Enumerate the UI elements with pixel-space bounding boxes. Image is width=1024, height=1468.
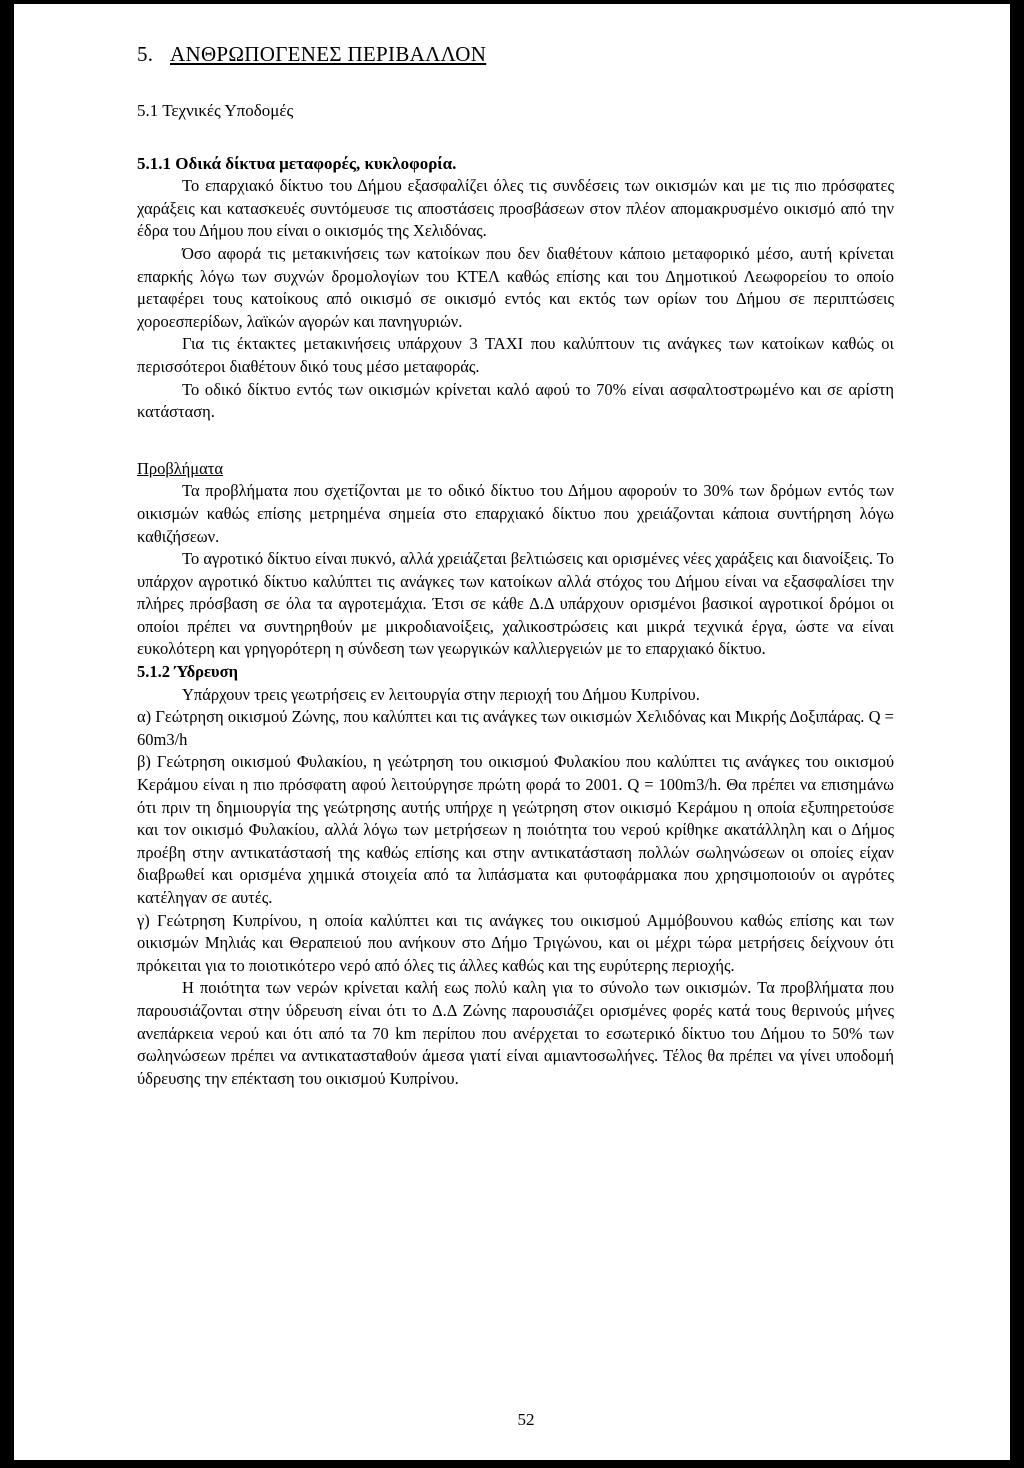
section-title-5-1: 5.1 Τεχνικές Υποδομές — [137, 101, 294, 120]
section-title-5-1-1: 5.1.1 Οδικά δίκτυα μεταφορές, κυκλοφορία. — [137, 153, 457, 173]
paragraph: Για τις έκτακτες μετακινήσεις υπάρχουν 3 ΤΑΧΙ που καλύπτουν τις ανάγκες των κατοίκων καθώς οι περισσότεροι διαθέτουν δικό τους μέσο μεταφοράς. — [137, 334, 894, 376]
paragraph: Τα προβλήματα που σχετίζονται με το οδικό δίκτυο του Δήμου αφορούν το 30% των δρόμων εντός των οικισμών καθώς επίσης μετρημένα σημεία στο επαρχιακό δίκτυο που χρειάζονται κάποια συντήρηση λόγω καθιζήσεων. — [137, 481, 894, 546]
paragraph: Όσο αφορά τις μετακινήσεις των κατοίκων που δεν διαθέτουν κάποιο μεταφορικό μέσο, αυτή κρίνεται επαρκής λόγω των συχνών δρομολογίων του ΚΤΕΛ καθώς επίσης και του Δημοτικού Λεωφορείου το οποίο μεταφέρει τους κατοίκους από οικισμό σε οικισμό εντός και εκτός των ορίων του Δήμου σε περιπτώσεις χοροεσπερίδων, λαϊκών αγορών και πανηγυριών. — [137, 243, 894, 331]
list-item: β) Γεώτρηση οικισμού Φυλακίου, η γεώτρηση του οικισμού Φυλακίου που καλύπτει τις ανάγκες του οικισμού Κεράμου είναι η πιο πρόσφατη αφού λειτούργησε πρώτη φορά το 2001. Q = 100m3/h. Θα πρέπει να επισημάνω ότι πριν τη δημιουργία της γεώτρησης αυτής υπήρχε η γεώτρηση στον οικισμό Κεράμου η οποία εξυπηρετούσε και τον οικισμό Φυλακίου, αλλά λόγω των μετρήσεων η ποιότητα του νερού κρίθηκε ακατάλληλη και ο Δήμος προέβη στην αντικατάστασή της καθώς επίσης και στην αντικατάσταση πολλών σωληνώσεων οι οποίες είχαν διαβρωθεί και ορισμένα χημικά στοιχεία από τα λιπάσματα και φυτοφάρμακα που χρησιμοποιούν οι αγρότες κατέληγαν σε αυτές. — [137, 752, 894, 907]
chapter-heading — [137, 40, 894, 68]
paragraph: Υπάρχουν τρεις γεωτρήσεις εν λειτουργία στην περιοχή του Δήμου Κυπρίνου. — [182, 684, 700, 704]
page-number: 52 — [517, 1410, 535, 1429]
list-item: γ) Γεώτρηση Κυπρίνου, η οποία καλύπτει και τις ανάγκες του οικισμού Αμμόβουνου καθώς επίσης και των οικισμών Μηλιάς και Θεραπειού που ανήκουν στο Δήμο Τριγώνου, και οι μέχρι τώρα μετρήσεις δείχνουν ότι πρόκειται για το ποιοτικότερο νερό από όλες τις άλλες καθώς και της ευρύτερης περιοχής. — [137, 910, 894, 975]
problems-heading-text: Προβλήματα — [137, 458, 224, 478]
paragraph: Το οδικό δίκτυο εντός των οικισμών κρίνεται καλό αφού το 70% είναι ασφαλτοστρωμένο και σε αρίστη κατάσταση. — [137, 379, 894, 422]
chapter-number: 5. — [137, 42, 154, 66]
paragraph: Το αγροτικό δίκτυο είναι πυκνό, αλλά χρειάζεται βελτιώσεις και ορισμένες νέες χαράξεις και διανοίξεις. Το υπάρχον αγροτικό δίκτυο καλύπτει τις ανάγκες των κατοίκων αλλά στόχος του Δήμου είναι να εξασφαλίσει την πλήρες πρόσβαση σε όλα τα αγροτεμάχια. Έτσι σε κάθε Δ.Δ υπάρχουν ορισμένοι βασικοί αγροτικοί δρόμοι οι οποίοι πρέπει να συντηρηθούν με μικροδιανοίξεις, χαλικοστρώσεις και μικρά τεχνικά έργα, ώστε να είναι ευκολότερη και γρηγορότερη η σύνδεση των γεωργικών καλλιεργειών με το επαρχιακό δίκτυο. — [137, 549, 894, 659]
list-item: α) Γεώτρηση οικισμού Ζώνης, που καλύπτει και τις ανάγκες των οικισμών Χελιδόνας και Μικρής Δοξιπάρας. Q = 60m3/h — [137, 707, 894, 749]
page-content — [137, 40, 894, 1090]
paragraph: Το επαρχιακό δίκτυο του Δήμου εξασφαλίζει όλες τις συνδέσεις των οικισμών και με τις πιο πρόσφατες χαράξεις και κατασκευές συντόμευσε τις αποστάσεις προσβάσεων στον πλέον απομακρυσμένο οικισμό από την έδρα του Δήμου που είναι ο οικισμός της Χελιδόνας. — [137, 176, 894, 241]
section-title-5-1-2: 5.1.2 Ύδρευση — [137, 662, 238, 682]
chapter-title: ΑΝΘΡΩΠΟΓΕΝΕΣ ΠΕΡΙΒΑΛΛΟΝ — [170, 42, 487, 66]
paragraph: Η ποιότητα των νερών κρίνεται καλή εως πολύ καλη για το σύνολο των οικισμών. Τα προβλήματα που παρουσιάζονται στην ύδρευση είναι ότι το Δ.Δ Ζώνης παρουσιάζει ορισμένες φορές κατά τους θερινούς μήνες ανεπάρκεια νερού και ότι από τα 70 km περίπου που ανέρχεται το εσωτερικό δίκτυο του Δήμου το 50% των σωληνώσεων πρέπει να αντικατασταθούν άμεσα γιατί είναι αμιαντοσωλήνες. Τέλος θα πρέπει να γίνει υποδομή ύδρευσης την επέκταση του οικισμού Κυπρίνου. — [137, 978, 894, 1088]
problems-heading — [137, 458, 894, 481]
